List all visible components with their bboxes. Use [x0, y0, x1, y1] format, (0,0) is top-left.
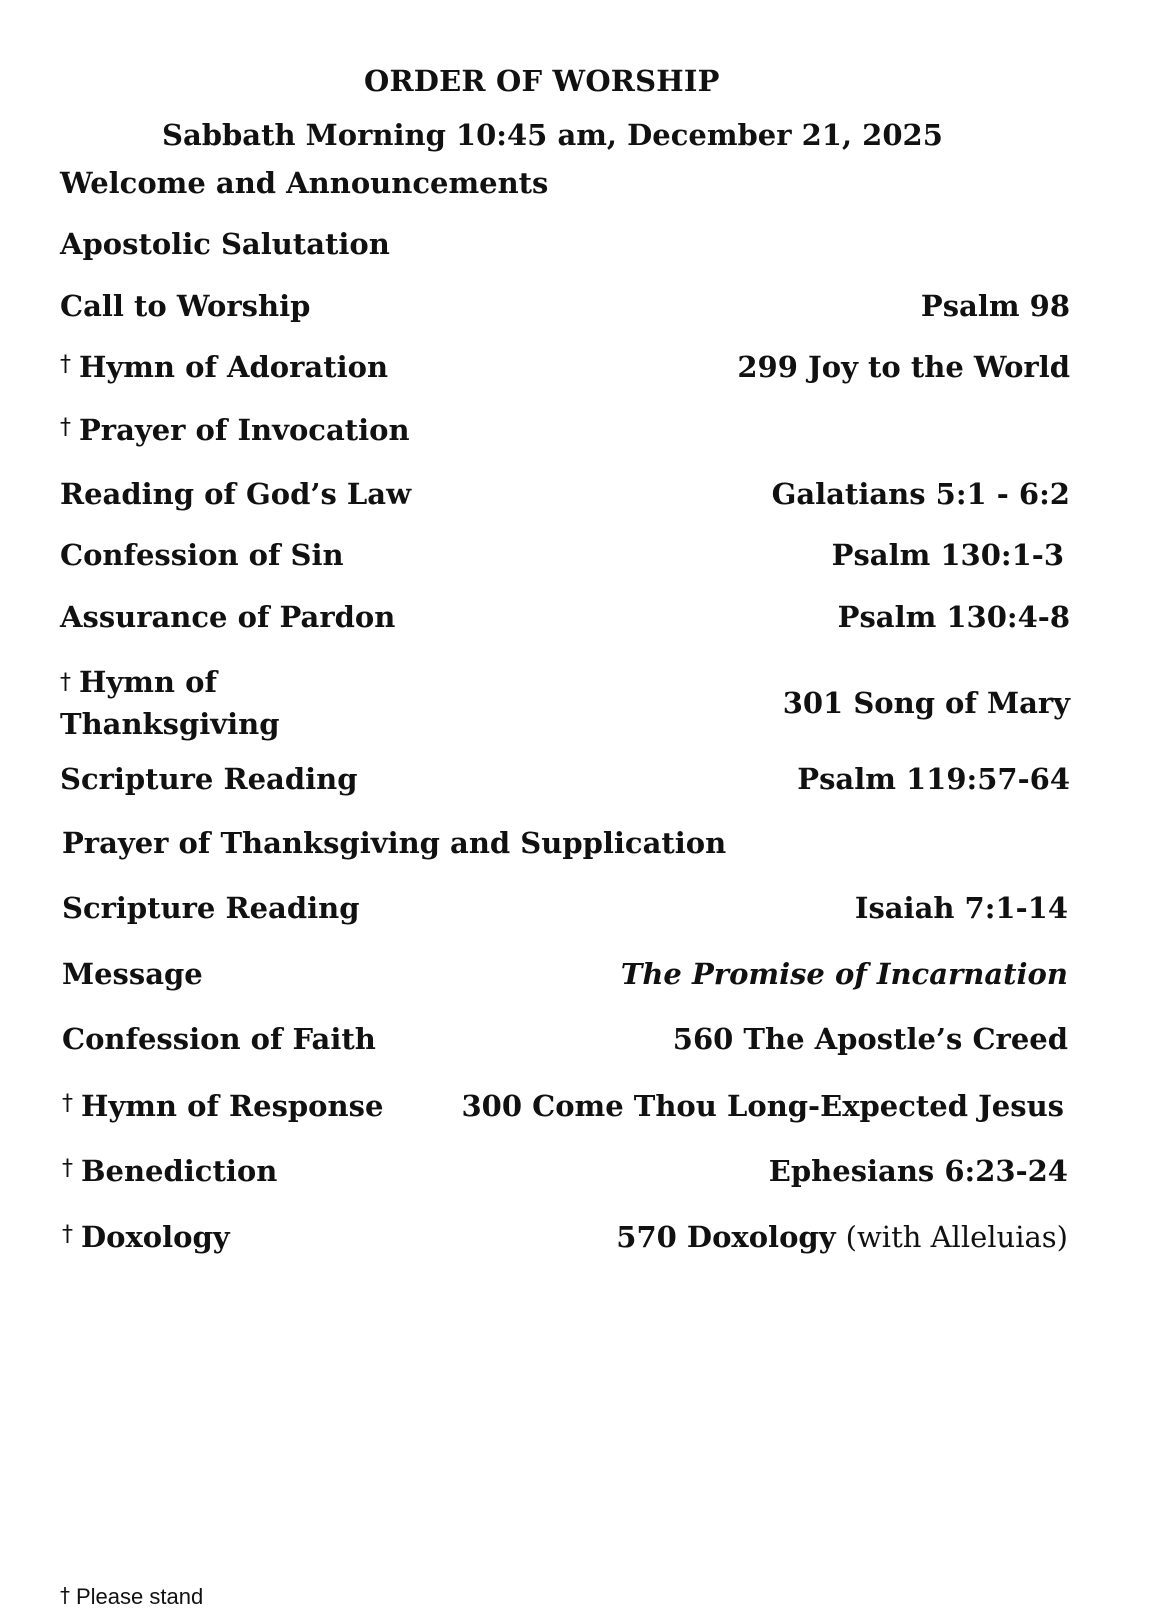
footnote	[60, 1584, 203, 1610]
item-label: Call to Worship	[60, 289, 311, 323]
worship-item	[62, 888, 1068, 928]
worship-item	[62, 954, 1068, 994]
stand-marker: †	[62, 1155, 73, 1181]
worship-item	[60, 286, 1070, 326]
item-label: Assurance of Pardon	[60, 600, 396, 634]
item-label: Doxology	[81, 1220, 230, 1254]
worship-item	[62, 1019, 1068, 1059]
item-label: Reading of God’s Law	[60, 477, 412, 511]
item-label: Hymn of Thanksgiving	[60, 665, 280, 741]
item-detail: Psalm 130:4-8	[837, 600, 1070, 634]
item-detail: 560 The Apostle’s Creed	[672, 1022, 1068, 1056]
item-label: Apostolic Salutation	[60, 227, 390, 261]
worship-item	[60, 597, 1070, 637]
item-detail: Psalm 119:57-64	[797, 762, 1070, 796]
worship-item	[60, 474, 1070, 514]
item-label: Hymn of Response	[81, 1089, 384, 1123]
stand-marker: †	[62, 1090, 73, 1116]
item-label: Confession of Sin	[60, 538, 344, 572]
worship-item	[62, 1086, 1064, 1126]
item-label: Hymn of Adoration	[79, 350, 389, 384]
item-label: Prayer of Thanksgiving and Supplication	[62, 826, 727, 860]
page-title: ORDER OF WORSHIP	[364, 64, 720, 98]
sermon-title: The Promise of Incarnation	[620, 957, 1068, 991]
item-detail: Ephesians 6:23-24	[768, 1154, 1068, 1188]
item-detail: 570 Doxology	[616, 1220, 836, 1254]
worship-item	[60, 664, 1070, 742]
worship-item	[62, 823, 1068, 863]
worship-item	[60, 347, 1070, 387]
item-detail-note: (with Alleluias)	[845, 1220, 1068, 1254]
stand-marker: †	[62, 1221, 73, 1247]
worship-item	[60, 163, 1070, 203]
worship-item	[60, 759, 1070, 799]
item-detail: 299 Joy to the World	[737, 350, 1070, 384]
item-label: Prayer of Invocation	[79, 413, 410, 447]
item-detail: Galatians 5:1 - 6:2	[771, 477, 1070, 511]
footnote-text: Please stand	[76, 1584, 204, 1609]
stand-marker: †	[60, 351, 71, 377]
service-date-time: Sabbath Morning 10:45 am, December 21, 2025	[162, 118, 943, 152]
item-label: Message	[62, 957, 203, 991]
stand-marker: †	[60, 1583, 70, 1607]
item-detail: Isaiah 7:1-14	[854, 891, 1068, 925]
worship-item	[60, 224, 1070, 264]
stand-marker: †	[60, 414, 71, 440]
item-detail: Psalm 98	[920, 289, 1070, 323]
worship-item	[62, 1217, 1068, 1257]
item-label: Scripture Reading	[60, 762, 358, 796]
item-detail: 301 Song of Mary	[782, 686, 1070, 720]
worship-item	[60, 535, 1064, 575]
item-label: Confession of Faith	[62, 1022, 376, 1056]
stand-marker: †	[60, 670, 71, 695]
worship-item	[62, 1151, 1068, 1191]
item-label: Scripture Reading	[62, 891, 360, 925]
item-label: Welcome and Announcements	[60, 166, 549, 200]
worship-item	[60, 410, 1070, 450]
item-detail: 300 Come Thou Long-Expected Jesus	[461, 1089, 1064, 1123]
item-label: Benediction	[81, 1154, 278, 1188]
item-detail: Psalm 130:1-3	[831, 538, 1064, 572]
